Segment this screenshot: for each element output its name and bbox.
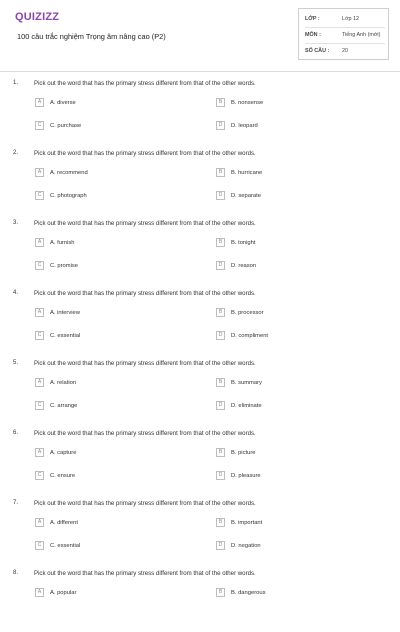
question-number: 8. [13,570,19,576]
option-text: D. eliminate [231,403,262,409]
option-letter-box: C [35,331,44,340]
option-letter-box: C [35,471,44,480]
option-text: B. tonight [231,240,256,246]
option-text: B. important [231,520,263,526]
option-letter-box: D [216,401,225,410]
option-text: A. furnish [50,240,75,246]
question-text: Pick out the word that has the primary stress different from that of the other words. [34,360,256,367]
question-number: 6. [13,430,19,436]
option-text: D. reason [231,263,257,269]
option-letter-box: C [35,121,44,130]
info-label: SỐ CÂU : [305,48,330,54]
question-text: Pick out the word that has the primary stress different from that of the other words. [34,220,256,227]
question-item [0,422,400,492]
question-number: 7. [13,500,19,506]
option-text: C. promise [50,263,79,269]
option-letter-box: B [216,378,225,387]
option-text: B. picture [231,450,256,456]
question-item [0,562,400,632]
question-text: Pick out the word that has the primary stress different from that of the other words. [34,570,256,577]
option-letter-box: D [216,121,225,130]
info-row-count [305,44,385,58]
option-letter-box: D [216,471,225,480]
info-row-subject [305,28,385,42]
option-text: A. relation [50,380,77,386]
option-letter-box: D [216,331,225,340]
option-text: A. different [50,520,78,526]
option-text: A. popular [50,590,77,596]
option-text: A. recommend [50,170,88,176]
question-text: Pick out the word that has the primary stress different from that of the other words. [34,290,256,297]
option-letter-box: A [35,448,44,457]
option-text: D. leopard [231,123,258,129]
option-text: B. summary [231,380,262,386]
option-text: B. hurricane [231,170,263,176]
info-label: LỚP : [305,16,320,22]
option-text: C. photograph [50,193,87,199]
option-letter-box: B [216,98,225,107]
question-text: Pick out the word that has the primary stress different from that of the other words. [34,500,256,507]
question-number: 2. [13,150,19,156]
option-letter-box: D [216,191,225,200]
worksheet-title: 100 câu trắc nghiệm Trọng âm nâng cao (P2) [17,32,166,41]
option-text: C. arrange [50,403,78,409]
question-text: Pick out the word that has the primary stress different from that of the other words. [34,80,256,87]
question-item [0,492,400,562]
option-letter-box: A [35,168,44,177]
option-text: D. negation [231,543,261,549]
option-text: C. ensure [50,473,76,479]
info-box [298,8,389,60]
question-item [0,212,400,282]
option-letter-box: A [35,588,44,597]
option-text: C. essential [50,333,81,339]
option-letter-box: B [216,308,225,317]
option-text: A. diverse [50,100,76,106]
question-number: 4. [13,290,19,296]
option-letter-box: C [35,541,44,550]
option-letter-box: B [216,448,225,457]
question-item [0,352,400,422]
question-item [0,72,400,142]
option-letter-box: A [35,308,44,317]
option-text: D. compliment [231,333,269,339]
option-text: A. capture [50,450,77,456]
option-letter-box: D [216,541,225,550]
question-item [0,142,400,212]
option-letter-box: B [216,518,225,527]
question-item [0,282,400,352]
quizizz-logo: QUIZIZZ [15,11,60,23]
option-letter-box: C [35,191,44,200]
option-letter-box: B [216,238,225,247]
info-value: Tiếng Anh (mới) [342,32,381,38]
info-label: MÔN : [305,32,321,38]
option-letter-box: D [216,261,225,270]
question-list [0,72,400,632]
question-number: 1. [13,80,19,86]
question-text: Pick out the word that has the primary stress different from that of the other words. [34,150,256,157]
question-text: Pick out the word that has the primary stress different from that of the other words. [34,430,256,437]
option-letter-box: A [35,98,44,107]
option-letter-box: A [35,238,44,247]
option-text: C. essential [50,543,81,549]
option-text: A. interview [50,310,80,316]
option-text: C. purchase [50,123,82,129]
option-letter-box: A [35,378,44,387]
option-letter-box: C [35,261,44,270]
info-value: Lớp 12 [342,16,360,22]
worksheet-header [0,0,400,72]
option-text: D. separate [231,193,261,199]
option-letter-box: C [35,401,44,410]
option-letter-box: B [216,588,225,597]
info-row-grade [305,12,385,26]
option-letter-box: B [216,168,225,177]
info-value: 20 [342,48,348,54]
question-number: 3. [13,220,19,226]
option-text: B. processor [231,310,264,316]
option-text: D. pleasure [231,473,261,479]
question-number: 5. [13,360,19,366]
option-text: B. nonsense [231,100,264,106]
option-letter-box: A [35,518,44,527]
option-text: B. dangerous [231,590,266,596]
